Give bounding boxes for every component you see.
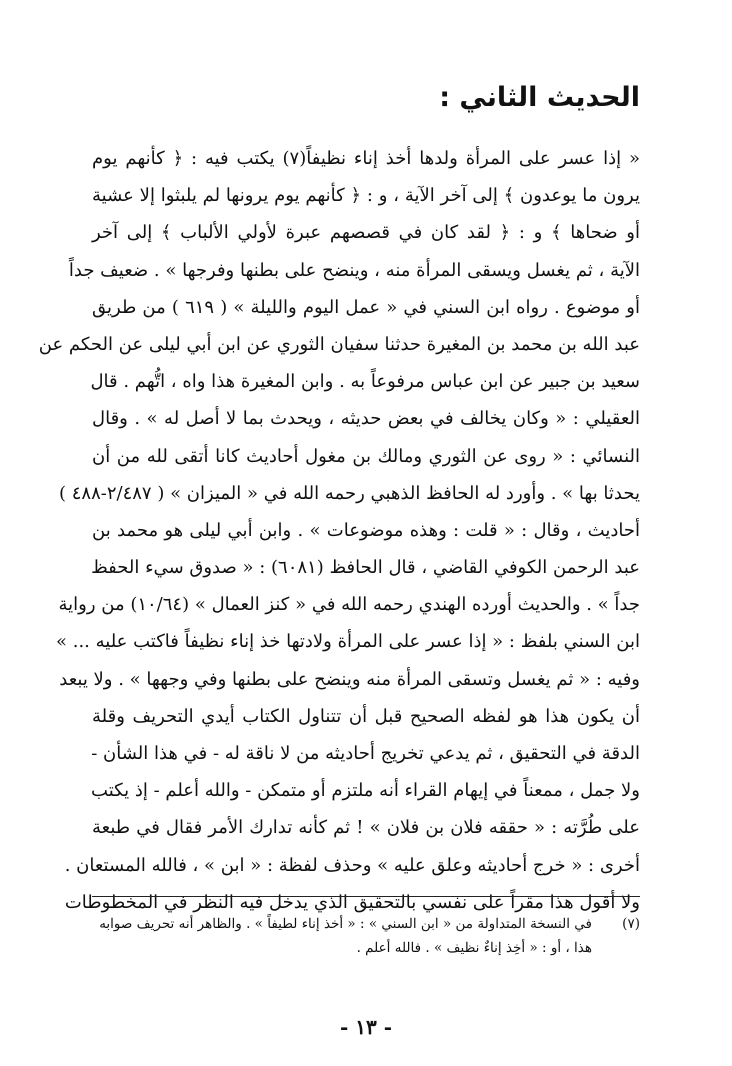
footnote-line — [92, 912, 640, 936]
body-line: الدقة في التحقيق ، ثم يدعي تخريج أحاديثه من لا ناقة له - في هذا الشأن - — [91, 743, 640, 764]
body-line: أن يكون هذا هو لفظه الصحيح قبل أن تتناول الكتاب أيدي التحريف وقلة — [92, 705, 640, 727]
body-line: عبد الرحمن الكوفي القاضي ، قال الحافظ (٦٠٨١) : « صدوق سيء الحفظ — [91, 557, 640, 579]
footnote-number: (٧) — [622, 916, 640, 932]
body-line: يرون ما يوعدون ﴾ إلى آخر الآية ، و : ﴿ كأنهم يوم يرونها لم يلبثوا إلا عشية — [92, 185, 640, 207]
body-line: العقيلي : « وكان يخالف في بعض حديثه ، ويحدث بما لا أصل له » . وقال — [92, 408, 640, 430]
body-line: أو موضوع . رواه ابن السني في « عمل اليوم والليلة » ( ٦١٩ ) من طريق — [92, 296, 640, 318]
body-line: وفيه : « ثم يغسل وتسقى المرأة منه وينضح على بطنها وفي وجهها » . ولا يبعد — [59, 668, 640, 690]
footnote-divider — [92, 896, 640, 897]
hadith-heading: الحديث الثاني : — [439, 82, 640, 113]
body-line: أو ضحاها ﴾ و : ﴿ لقد كان في قصصهم عبرة لأولي الألباب ﴾ إلى آخر — [92, 222, 640, 244]
page-number: - ١٣ - — [339, 1015, 392, 1039]
body-line: أخرى : « خرج أحاديثه وعلق عليه » وحذف لفظة : « ابن » ، فالله المستعان . — [64, 854, 640, 876]
body-line: ابن السني بلفظ : « إذا عسر على المرأة ولادتها خذ إناء نظيفاً فاكتب عليه ... » — [56, 631, 640, 653]
body-line: سعيد بن جبير عن ابن عباس مرفوعاً به . وابن المغيرة هذا واه ، اتُّهم . قال — [90, 371, 640, 393]
body-line: أحاديث ، وقال : « قلت : وهذه موضوعات » . وابن أبي ليلى هو محمد بن — [92, 519, 640, 541]
body-line: جداً » . والحديث أورده الهندي رحمه الله في « كنز العمال » (١٠/٦٤) من رواية — [58, 594, 640, 616]
footnote-line: هذا ، أو : « أخِذ إناءٌ نظيف » . فالله أعلم . — [356, 940, 592, 956]
footnote — [92, 912, 640, 960]
body-line: على طُرَّته : « حققه فلان بن فلان » ! ثم كأنه تدارك الأمر فقال في طبعة — [92, 817, 640, 839]
body-line: « إذا عسر على المرأة ولدها أخذ إناء نظيفاً(٧) يكتب فيه : ﴿ كأنهم يوم — [92, 148, 641, 169]
body-line: عبد الله بن محمد بن المغيرة حدثنا سفيان الثوري عن ابن أبي ليلى عن الحكم عن — [38, 333, 640, 355]
body-line: النسائي : « روى عن الثوري ومالك بن مغول أحاديث كانا أتقى لله من أن — [92, 445, 640, 467]
body-line: ولا أقول هذا مقراً على نفسي بالتحقيق الذي يدخل فيه النظر في المخطوطات — [64, 891, 640, 913]
body-line: الآية ، ثم يغسل ويسقى المرأة منه ، وينضح على بطنها وفرجها » . ضعيف جداً — [68, 259, 640, 281]
footnote-text: في النسخة المتداولة من « ابن السني » : « أخذ إناء لطيفاً » . والظاهر أنه تحريف صوابه — [99, 916, 592, 932]
body-text — [38, 140, 641, 921]
body-line: يحدثا بها » . وأورد له الحافظ الذهبي رحمه الله في « الميزان » ( ٢/٤٨٧-٤٨٨ ) — [59, 482, 640, 504]
body-line: ولا جمل ، ممعناً في إيهام القراء أنه ملتزم أو متمكن - والله أعلم - إذ يكتب — [91, 780, 640, 802]
